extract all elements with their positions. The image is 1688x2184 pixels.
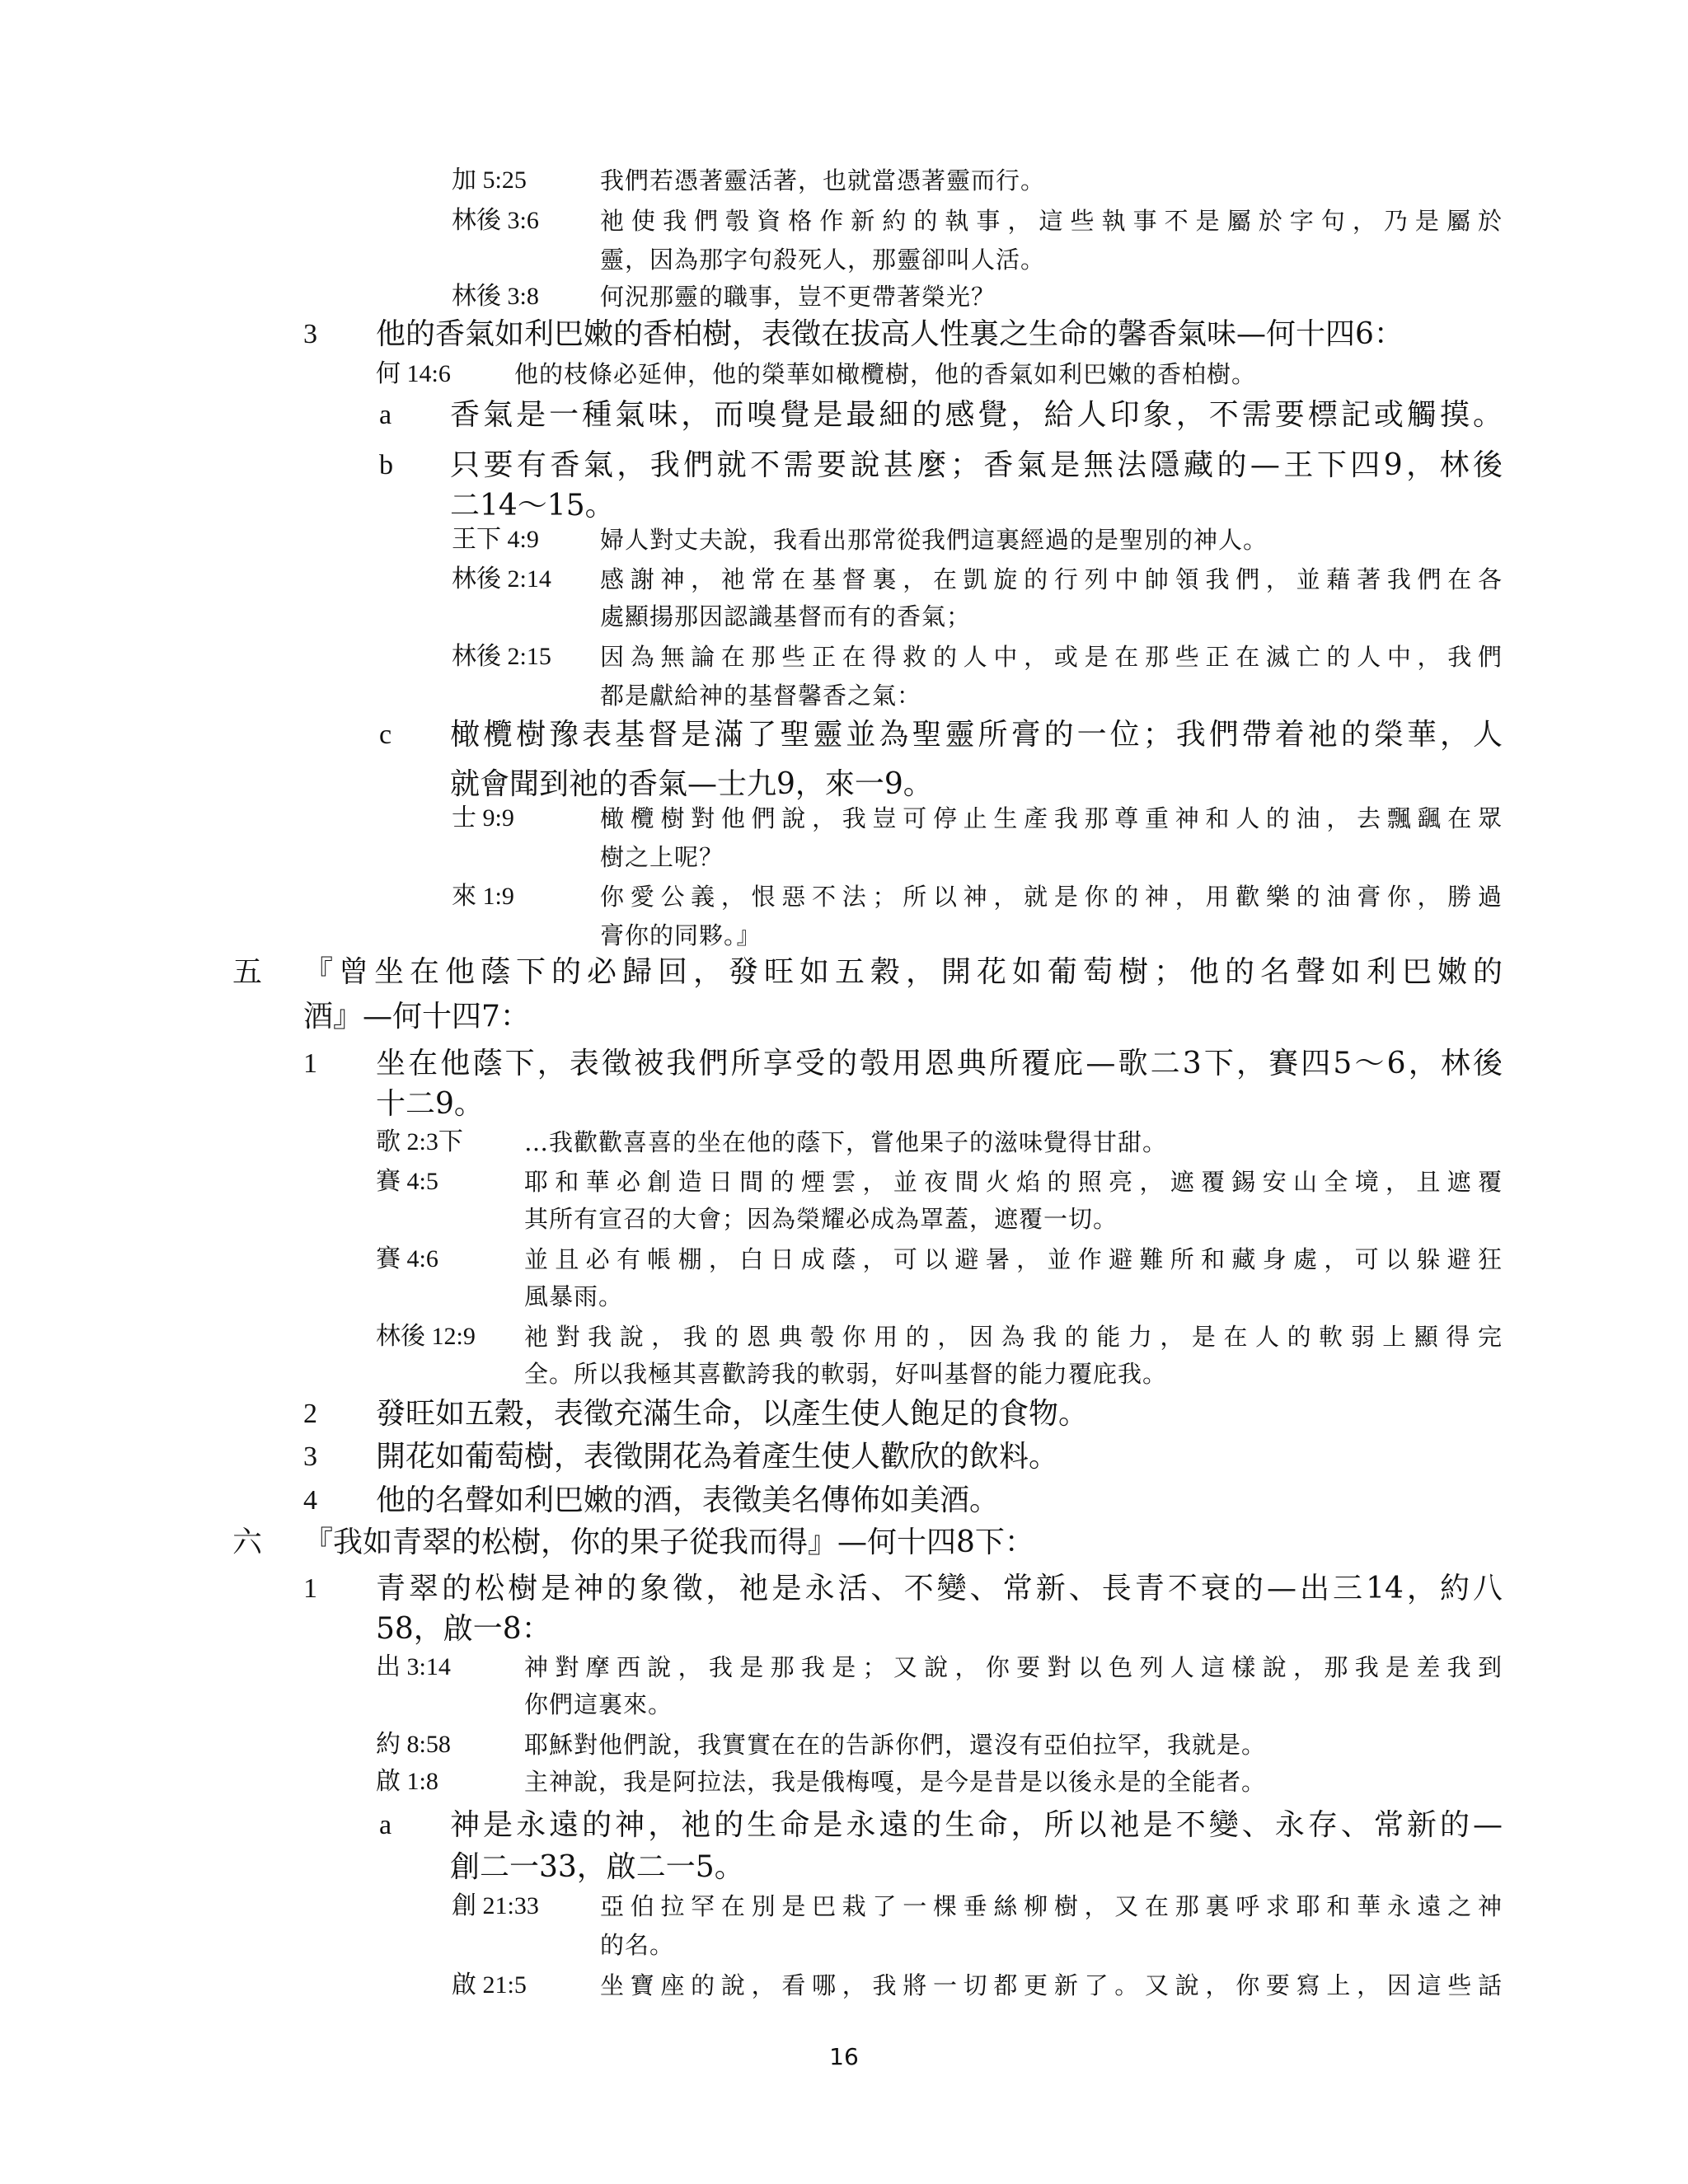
- point-text: 香氣是一種氣味，而嗅覺是最細的感覺，給人印象，不需要標記或觸摸。: [450, 398, 1503, 432]
- point-text: 發旺如五穀，表徵充滿生命，以產生使人飽足的食物。: [376, 1397, 1089, 1431]
- point-text: 十二9。: [376, 1087, 484, 1121]
- verse-ref: 林後 2:14: [452, 565, 551, 593]
- verse-text: 並且必有帳棚，白日成蔭，可以避暑，並作避難所和藏身處，可以躲避狂: [524, 1245, 1503, 1273]
- verse-text: 神對摩西說，我是那我是；又說，你要對以色列人這樣說，那我是差我到: [524, 1653, 1503, 1681]
- verse-text: 你愛公義，恨惡不法；所以神，就是你的神，用歡樂的油膏你，勝過: [600, 883, 1503, 911]
- verse-text: 風暴雨。: [524, 1282, 624, 1310]
- point-number: 3: [303, 1441, 317, 1472]
- verse-text: 你們這裏來。: [524, 1690, 673, 1718]
- verse-text: …我歡歡喜喜的坐在他的蔭下，嘗他果子的滋味覺得甘甜。: [524, 1128, 1168, 1156]
- verse-ref: 士 9:9: [452, 804, 514, 832]
- verse-text: 感謝神，祂常在基督裏，在凱旋的行列中帥領我們，並藉著我們在各: [600, 565, 1503, 593]
- verse-text: 膏你的同夥。』: [600, 921, 762, 949]
- point-letter: c: [379, 719, 392, 750]
- verse-ref: 賽 4:6: [376, 1245, 438, 1272]
- point-text: 神是永遠的神，祂的生命是永遠的生命，所以祂是不變、永存、常新的—: [450, 1808, 1503, 1842]
- verse-text: 因為無論在那些正在得救的人中，或是在那些正在滅亡的人中，我們: [600, 643, 1503, 671]
- verse-text: 都是獻給神的基督馨香之氣：: [600, 682, 922, 710]
- verse-ref: 加 5:25: [452, 166, 527, 194]
- verse-text: 全。所以我極其喜歡誇我的軟弱，好叫基督的能力覆庇我。: [524, 1360, 1168, 1388]
- point-number: 2: [303, 1399, 317, 1429]
- verse-text: 亞伯拉罕在別是巴栽了一棵垂絲柳樹，又在那裏呼求耶和華永遠之神: [600, 1892, 1503, 1920]
- verse-text: 靈，因為那字句殺死人，那靈卻叫人活。: [600, 246, 1046, 274]
- heading-number: 五: [232, 955, 263, 989]
- verse-text: 耶穌對他們說，我實實在在的告訴你們，還沒有亞伯拉罕，我就是。: [524, 1731, 1267, 1759]
- point-text: 他的名聲如利巴嫩的酒，表徵美名傳佈如美酒。: [376, 1483, 1000, 1517]
- verse-ref: 歌 2:3下: [376, 1128, 463, 1155]
- page-number: 16: [829, 2043, 859, 2070]
- point-text: 58，啟一8：: [376, 1612, 551, 1646]
- verse-text: 其所有宣召的大會；因為榮耀必成為罩蓋，遮覆一切。: [524, 1205, 1118, 1233]
- point-text: 就會聞到祂的香氣—士九9，來一9。: [450, 767, 933, 801]
- verse-text: 婦人對丈夫說，我看出那常從我們這裏經過的是聖別的神人。: [600, 526, 1268, 554]
- verse-ref: 啟 1:8: [376, 1768, 438, 1795]
- verse-text: 橄欖樹對他們說，我豈可停止生產我那尊重神和人的油，去飄颻在眾: [600, 804, 1503, 832]
- verse-ref: 林後 3:8: [452, 283, 539, 310]
- heading-number: 六: [232, 1526, 263, 1559]
- verse-text: 何況那靈的職事，豈不更帶著榮光？: [600, 283, 996, 311]
- verse-text: 樹之上呢？: [600, 843, 724, 871]
- verse-text: 耶和華必創造日間的煙雲，並夜間火焰的照亮，遮覆錫安山全境，且遮覆: [524, 1168, 1503, 1196]
- point-text: 開花如葡萄樹，表徵開花為着產生使人歡欣的飲料。: [376, 1440, 1059, 1474]
- point-text: 只要有香氣，我們就不需要說甚麼；香氣是無法隱藏的—王下四9，林後: [450, 448, 1503, 482]
- verse-ref: 出 3:14: [376, 1653, 451, 1680]
- verse-text: 主神說，我是阿拉法，我是俄梅嘎，是今是昔是以後永是的全能者。: [524, 1768, 1267, 1796]
- point-text: 坐在他蔭下，表徵被我們所享受的彀用恩典所覆庇—歌二3下，賽四5～6，林後: [376, 1047, 1503, 1080]
- point-text: 創二一33，啟二一5。: [450, 1850, 744, 1884]
- verse-text: 處顯揚那因認識基督而有的香氣；: [600, 602, 972, 630]
- point-number: 1: [303, 1048, 317, 1079]
- verse-text: 祂對我說，我的恩典彀你用的，因為我的能力，是在人的軟弱上顯得完: [524, 1323, 1503, 1351]
- verse-ref: 啟 21:5: [452, 1971, 527, 1999]
- point-number: 4: [303, 1485, 317, 1516]
- verse-ref: 林後 2:15: [452, 643, 551, 670]
- point-text: 青翠的松樹是神的象徵，祂是永活、不變、常新、長青不衰的—出三14，約八: [376, 1572, 1503, 1605]
- verse-ref: 約 8:58: [376, 1731, 451, 1758]
- verse-text: 我們若憑著靈活著，也就當憑著靈而行。: [600, 166, 1046, 194]
- point-letter: b: [379, 450, 393, 480]
- point-number: 1: [303, 1573, 317, 1604]
- verse-ref: 林後 3:6: [452, 207, 539, 234]
- verse-text: 祂使我們彀資格作新約的執事，這些執事不是屬於字句，乃是屬於: [600, 207, 1503, 235]
- point-letter: a: [379, 1810, 392, 1840]
- verse-text: 的名。: [600, 1931, 675, 1959]
- verse-ref: 林後 12:9: [376, 1323, 476, 1350]
- point-letter: a: [379, 400, 392, 430]
- verse-ref: 何 14:6: [376, 360, 451, 387]
- heading-text: 酒』—何十四7：: [303, 1000, 530, 1033]
- point-number: 3: [303, 319, 317, 349]
- heading-text: 『我如青翠的松樹，你的果子從我而得』—何十四8下：: [303, 1526, 1034, 1559]
- verse-ref: 王下 4:9: [452, 526, 539, 553]
- verse-ref: 創 21:33: [452, 1892, 539, 1919]
- verse-ref: 來 1:9: [452, 883, 514, 910]
- verse-text: 坐寶座的說，看哪，我將一切都更新了。又說，你要寫上，因這些話: [600, 1971, 1503, 1999]
- verse-ref: 賽 4:5: [376, 1168, 438, 1195]
- heading-text: 『曾坐在他蔭下的必歸回，發旺如五穀，開花如葡萄樹；他的名聲如利巴嫩的: [303, 955, 1503, 989]
- point-text: 橄欖樹豫表基督是滿了聖靈並為聖靈所膏的一位；我們帶着祂的榮華，人: [450, 718, 1503, 752]
- point-text: 二14～15。: [450, 489, 615, 523]
- point-text: 他的香氣如利巴嫩的香柏樹，表徵在拔高人性裏之生命的馨香氣味—何十四6：: [376, 317, 1404, 351]
- verse-text: 他的枝條必延伸，他的榮華如橄欖樹，他的香氣如利巴嫩的香柏樹。: [514, 360, 1257, 388]
